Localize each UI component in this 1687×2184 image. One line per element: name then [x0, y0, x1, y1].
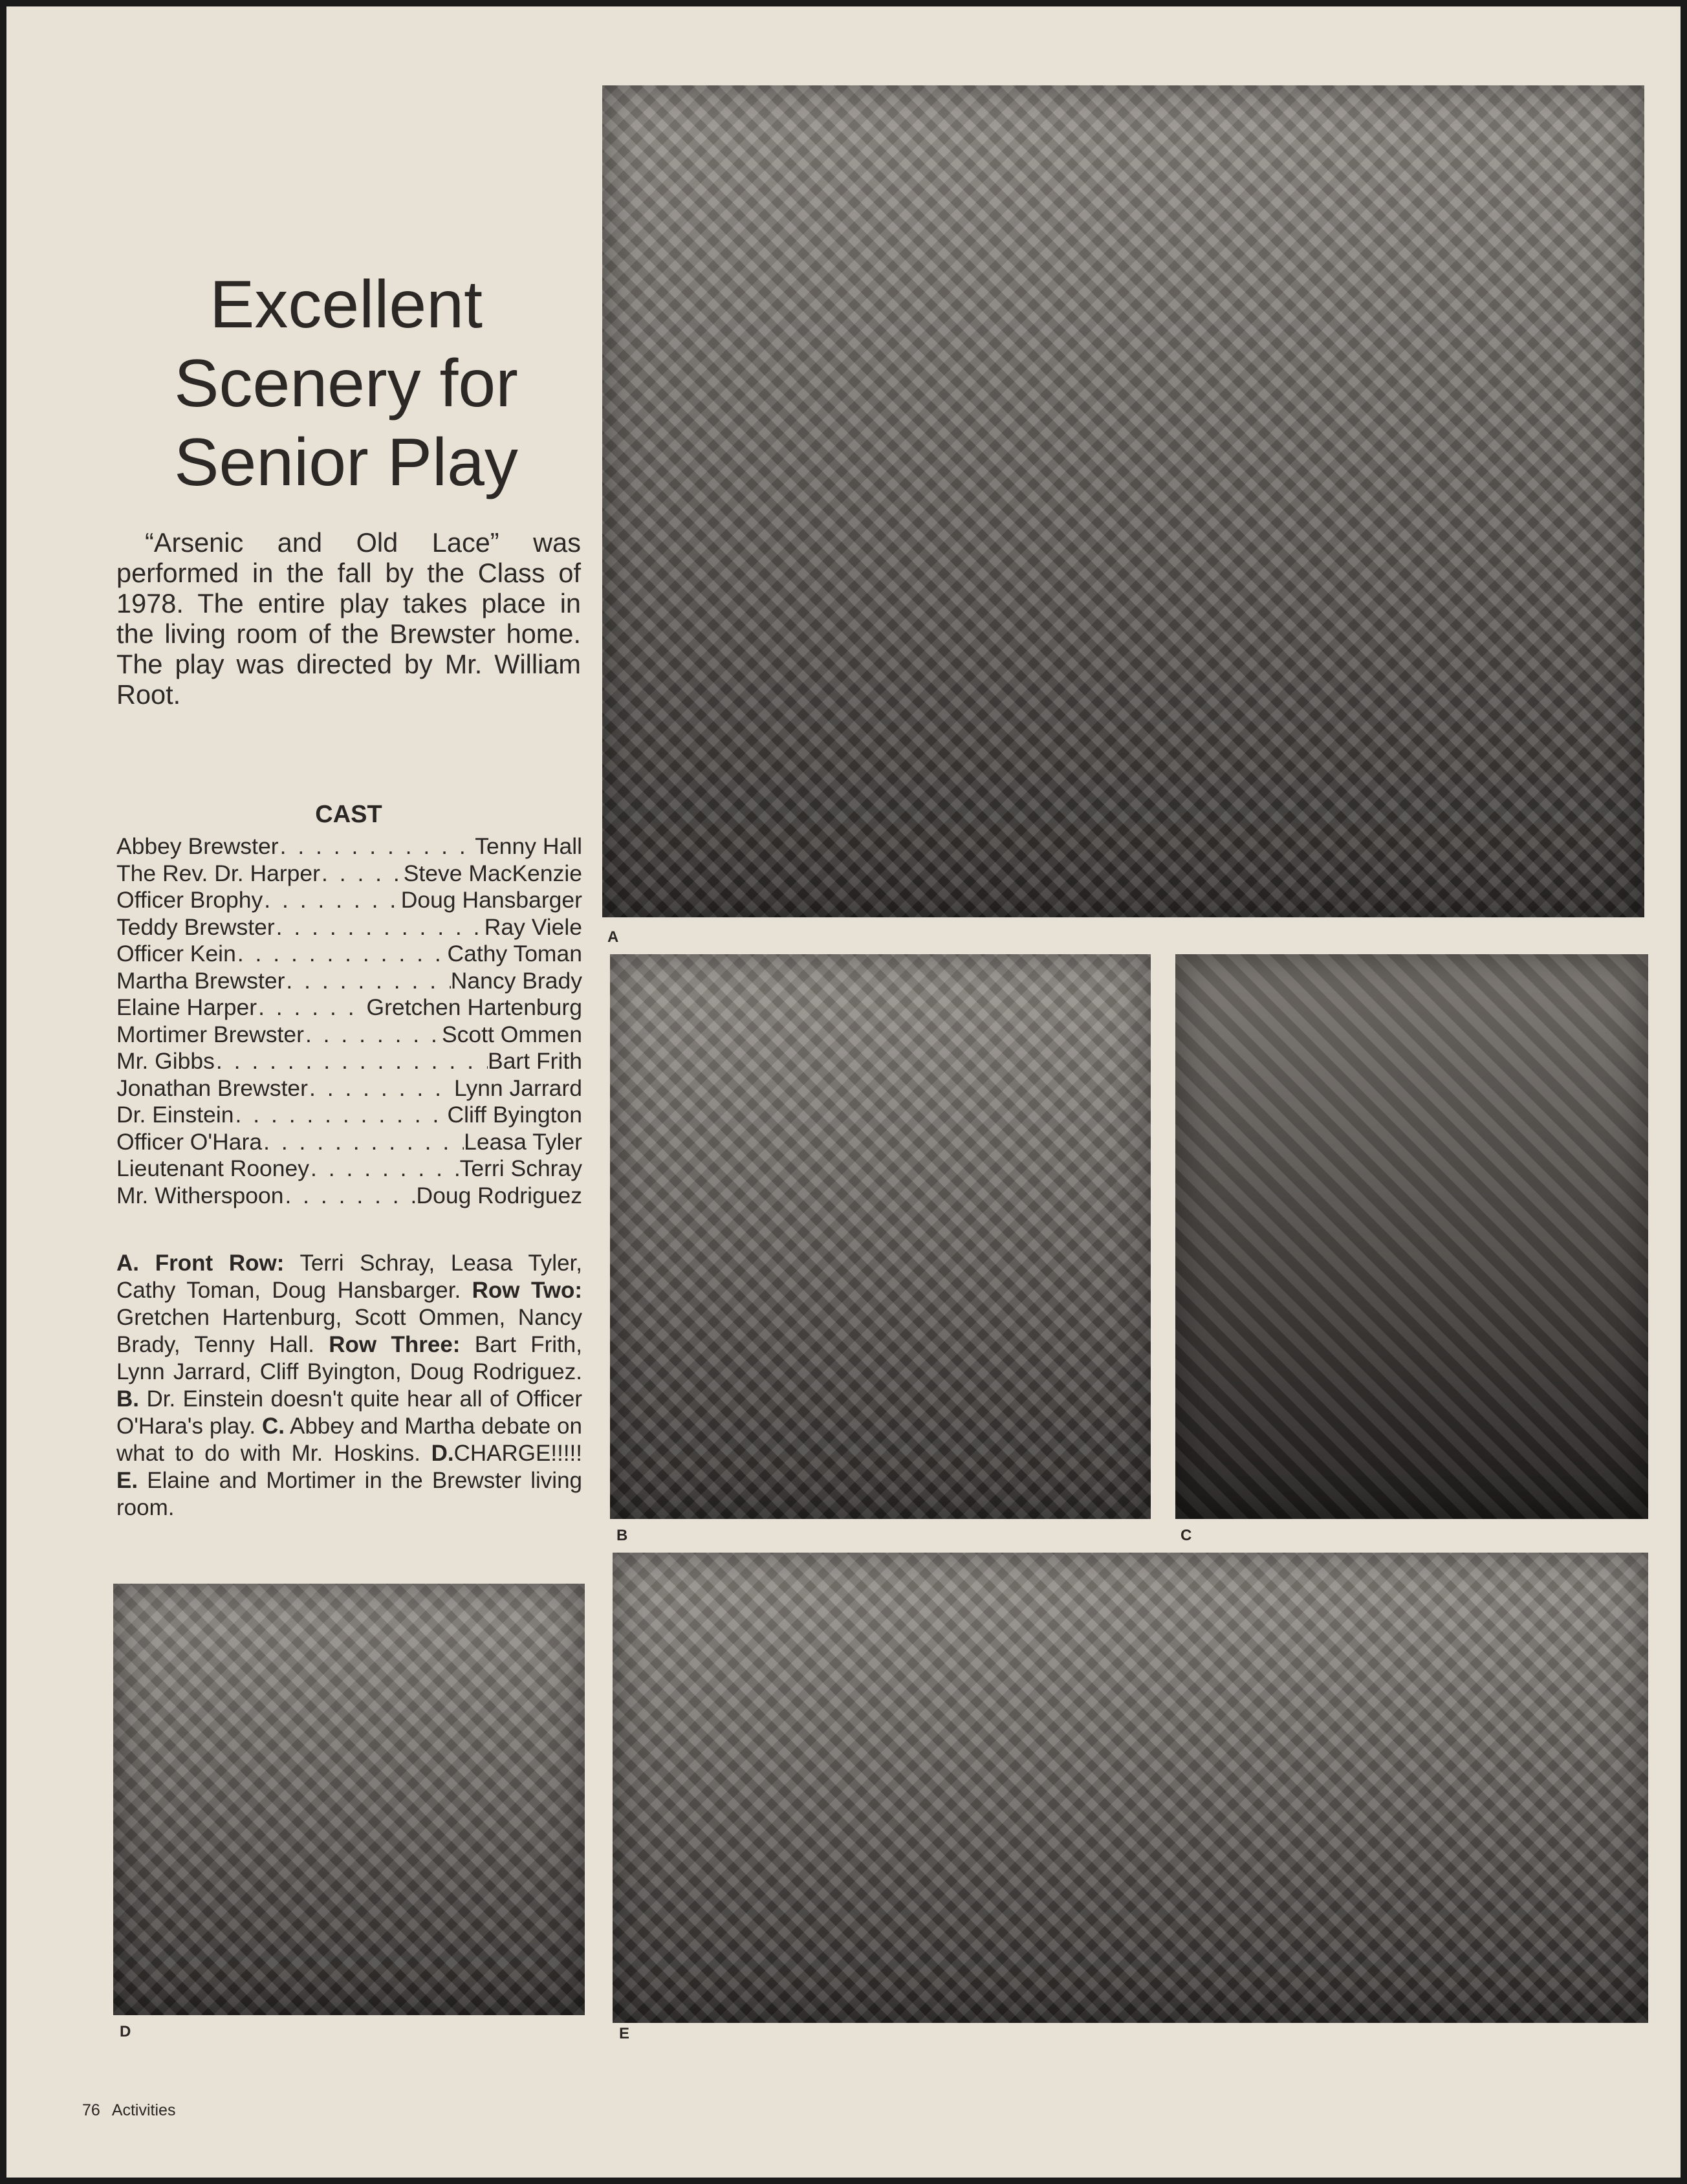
cast-entry [116, 1129, 582, 1156]
cast-role: Officer Kein [116, 941, 236, 966]
leader-dots [285, 968, 450, 995]
cast-actor: Scott Ommen [441, 1021, 582, 1047]
photo-a-cast-group [602, 85, 1644, 917]
photo-b-dr-einstein [610, 954, 1151, 1519]
page-number: 76 [82, 2101, 100, 2119]
cast-entry [116, 1102, 582, 1129]
caption-text: Elaine and Mortimer in the Brewster living room. [116, 1468, 583, 1520]
photo-d-charge [113, 1584, 585, 2015]
caption-text: Terri Schray, Leasa Tyler, Cathy Toman, Doug Hansbarger. [116, 1250, 582, 1303]
cast-role: The Rev. Dr. Harper [116, 860, 320, 886]
cast-actor: Gretchen Hartenburg [366, 994, 582, 1020]
cast-actor: Leasa Tyler [464, 1128, 582, 1155]
cast-actor: Steve MacKenzie [403, 860, 582, 886]
cast-role: Mr. Gibbs [116, 1048, 215, 1074]
leader-dots [304, 1021, 442, 1049]
leader-dots [215, 1048, 488, 1075]
caption-text: Dr. Einstein doesn't quite hear all of Officer O'Hara's play. [116, 1386, 582, 1439]
cast-actor: Bart Frith [488, 1048, 582, 1074]
leader-dots [236, 941, 448, 968]
photo-label-b: B [616, 1527, 628, 1544]
cast-actor: Nancy Brady [450, 967, 582, 994]
title-line: Senior Play [174, 425, 518, 500]
cast-actor: Cathy Toman [447, 941, 582, 966]
yearbook-page [6, 6, 1681, 2178]
cast-role: Officer O'Hara [116, 1128, 263, 1155]
caption-letter: B. [116, 1386, 139, 1412]
cast-role: Mr. Witherspoon [116, 1182, 284, 1208]
photo-e-elaine-mortimer [613, 1553, 1648, 2023]
cast-entry [116, 887, 582, 914]
leader-dots [283, 1183, 416, 1210]
title-line: Scenery for [174, 346, 518, 421]
caption-letter: A. [116, 1250, 139, 1276]
cast-actor: Terri Schray [459, 1155, 582, 1181]
section-name: Activities [111, 2101, 176, 2119]
cast-entry [116, 968, 582, 995]
photo-label-e: E [619, 2025, 630, 2042]
cast-role: Officer Brophy [116, 887, 263, 913]
leader-dots [275, 914, 484, 941]
cast-actor: Cliff Byington [447, 1102, 582, 1128]
photo-label-d: D [120, 2023, 131, 2040]
photo-captions [116, 1250, 582, 1522]
cast-role: Dr. Einstein [116, 1102, 234, 1128]
cast-actor: Doug Hansbarger [400, 887, 582, 913]
cast-list [116, 833, 582, 1209]
caption-text: CHARGE!!!!! [453, 1441, 582, 1466]
leader-dots [263, 887, 401, 914]
leader-dots [309, 1155, 460, 1183]
cast-role: Lieutenant Rooney [116, 1155, 310, 1181]
leader-dots [257, 994, 366, 1021]
cast-entry [116, 914, 582, 941]
cast-actor: Lynn Jarrard [454, 1075, 582, 1101]
cast-role: Elaine Harper [116, 994, 257, 1020]
cast-role: Martha Brewster [116, 967, 285, 994]
leader-dots [320, 860, 404, 888]
caption-row-label: Row Three: [329, 1332, 461, 1357]
cast-actor: Doug Rodriguez [416, 1182, 582, 1208]
intro-paragraph: “Arsenic and Old Lace” was performed in the fall by the Class of 1978. The entire play takes place in the living room of the Brewster home. The play was directed by Mr. William Root. [116, 527, 581, 710]
title-line: Excellent [210, 267, 483, 342]
cast-heading: CAST [315, 801, 382, 828]
leader-dots [279, 833, 475, 860]
cast-entry [116, 1075, 582, 1102]
caption-text: Bart Frith, Lynn Jarrard, Cliff Byington, Doug Rodriguez. [116, 1332, 582, 1384]
cast-entry [116, 1155, 582, 1183]
cast-entry [116, 941, 582, 968]
cast-actor: Tenny Hall [475, 833, 582, 859]
cast-role: Teddy Brewster [116, 913, 275, 940]
page-title [110, 265, 582, 502]
leader-dots [262, 1129, 464, 1156]
cast-entry [116, 1183, 582, 1210]
caption-text: Abbey and Martha debate on what to do with Mr. Hoskins. [116, 1414, 582, 1466]
caption-row-label: Row Two: [472, 1278, 582, 1303]
caption-row-label: Front Row: [155, 1250, 285, 1276]
photo-label-c: C [1181, 1527, 1192, 1544]
leader-dots [234, 1102, 448, 1129]
cast-entry [116, 860, 582, 888]
caption-letter: D. [431, 1441, 454, 1466]
cast-entry [116, 994, 582, 1021]
page-folio [82, 2101, 175, 2120]
cast-role: Jonathan Brewster [116, 1075, 308, 1101]
cast-entry [116, 833, 582, 860]
cast-entry [116, 1021, 582, 1049]
photo-c-abbey-martha [1175, 954, 1648, 1519]
photo-label-a: A [607, 928, 619, 946]
caption-letter: E. [116, 1468, 138, 1493]
cast-role: Abbey Brewster [116, 833, 279, 859]
cast-role: Mortimer Brewster [116, 1021, 304, 1047]
caption-text: Gretchen Hartenburg, Scott Ommen, Nancy Brady, Tenny Hall. [116, 1305, 582, 1357]
cast-entry [116, 1048, 582, 1075]
caption-letter: C. [262, 1414, 285, 1439]
cast-actor: Ray Viele [484, 913, 582, 940]
leader-dots [308, 1075, 454, 1102]
